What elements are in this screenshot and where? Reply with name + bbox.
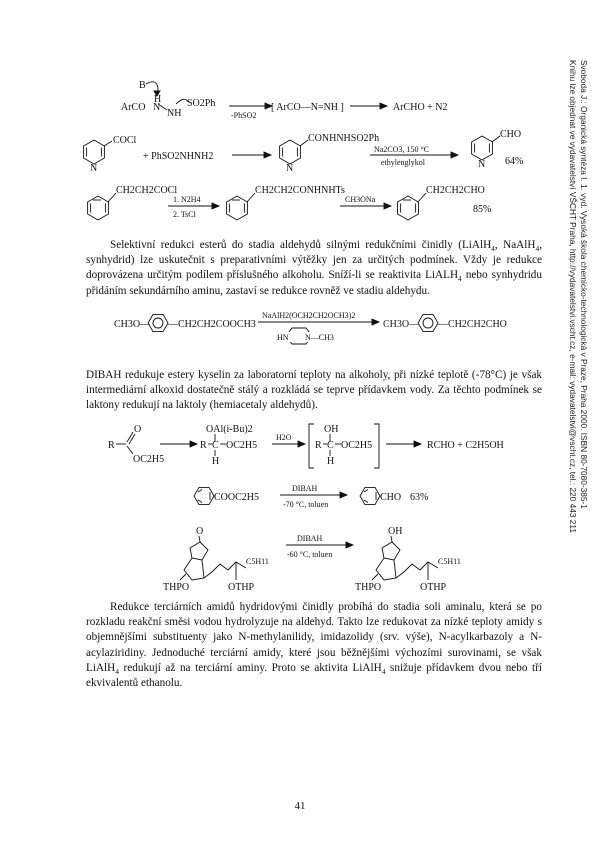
- water-label: H2O: [276, 433, 292, 442]
- text-run: , synhydrid) lze uskutečnit s preparativními výtěžky jen za určitých podmínek. Vždy je redukce doprovázena určitým podílem příslušného alkoholu. Sníží-li se reaktivita LiALH: [86, 239, 542, 282]
- ethoxy-label: OC2H5: [341, 440, 373, 451]
- scheme-hydrazide-reactions: [0, 60, 550, 225]
- bond: [108, 193, 116, 202]
- othp-label: OTHP: [228, 582, 255, 592]
- base-label: CH3ONa: [345, 195, 376, 204]
- reagent-label: + PhSO2NHNH2: [143, 151, 214, 162]
- sidebar-citation: [553, 60, 597, 660]
- methoxy-label: CH3O—: [114, 319, 151, 330]
- pentyl-label: C5H11: [438, 557, 461, 566]
- conditions-bottom: ethylenglykol: [381, 158, 425, 167]
- scheme7-lactone-reduction: [163, 526, 461, 592]
- ring-nitrogen: N: [286, 163, 294, 174]
- text-run: Selektivní redukci esterů do stadia aldehydů silnými redukčními činidly (LiAlH: [110, 239, 492, 251]
- step2-label: 2. TsCl: [173, 210, 196, 219]
- aldehyde-product: ArCHO + N2: [393, 102, 448, 113]
- bracket-left: [309, 424, 314, 468]
- r-group: R: [108, 440, 115, 451]
- subscript: 4: [115, 667, 119, 677]
- lactone-oxygen: O: [196, 526, 204, 537]
- ethoxy-label: OC2H5: [133, 454, 165, 465]
- diazene-intermediate: [ ArCO—N=NH ]: [271, 102, 344, 113]
- arrow-head: [340, 492, 347, 498]
- scheme5-mechanism: [108, 424, 504, 468]
- subscript: 4: [535, 244, 540, 254]
- arrow-head: [380, 103, 387, 109]
- benzene-ring: [360, 487, 380, 504]
- hydrazide-label: CONHNHSO2Ph: [308, 133, 380, 144]
- aldehyde-label: CHO: [380, 492, 402, 503]
- paragraph-amide-reduction: [86, 600, 542, 691]
- yield-label: 64%: [505, 156, 524, 167]
- bond: [418, 193, 426, 202]
- hydrogen-label: H: [212, 456, 220, 467]
- sidebar-order-line2: Knihu lze objednat ve vydavatelství VŠCHT Praha, http://vydavatelstvi.vscht.cz, e-mail: vydavatelstvi@vscht.cz, tel.: 220 443 211: [568, 60, 578, 533]
- scheme6-benzoate-reduction: [194, 484, 428, 509]
- arrow-head: [346, 542, 353, 548]
- carbon-label: C: [212, 440, 219, 451]
- tosylhydrazide-chain: CH2CH2CONHNHTs: [255, 185, 345, 196]
- aroyl-label: ArCO: [121, 102, 146, 113]
- text-run: Redukce terciárních amidů hydridovými činidly probíhá do stadia soli aminalu, která se po rozkladu reakční směsi vodou hydrolyzuje na aldehyd. Takto lze redukovat za nízké teploty amidy s objemnějšími substituenty jako N-methylanilidy, imidazolidy (srv. výše), N-acylkarbazoly a N-acylaziridiny. Jednoduché terciární amidy, které jsou běžnějšími výchozími surovinami, se však LiAlH: [86, 601, 542, 674]
- arrow-head: [190, 441, 197, 447]
- amine-nh: HN: [277, 333, 289, 342]
- methylpiperazine: [276, 328, 338, 344]
- pyridine-ring: [280, 140, 301, 164]
- page-number: 41: [294, 800, 306, 812]
- hydrogen-label: H: [327, 456, 335, 467]
- hydrogen-label: H: [154, 94, 162, 105]
- benzene-ring: [398, 196, 419, 220]
- reagent-label: NaAlH2(OCH2CH2OCH3)2: [262, 311, 356, 320]
- sulfonyl-label: SO2Ph: [187, 98, 216, 109]
- nh-label: NH: [167, 108, 182, 119]
- arrow-head: [384, 203, 391, 209]
- bond: [492, 136, 500, 142]
- acid-chloride-label: COCl: [113, 135, 137, 146]
- text-run: nebo synhydridu přidáním sekundárního aminu, zastaví se redukce rovněž ve stadiu aldehydu.: [86, 269, 542, 297]
- conditions-label: -60 °C, toluen: [287, 550, 333, 559]
- methoxy-label: CH3O—: [383, 319, 420, 330]
- arrow-head: [451, 152, 458, 158]
- ethoxy-label: OC2H5: [226, 440, 258, 451]
- text-run: redukují až na terciární aminy. Proto se aktivita LiAlH: [118, 661, 382, 674]
- text-run: snižuje přídavkem dvou nebo tří ekvivalentů ethanolu.: [86, 661, 542, 690]
- conditions-top: Na2CO3, 150 °C: [374, 145, 429, 154]
- arrow-head: [298, 441, 305, 447]
- scheme-dibah-reductions: [0, 422, 550, 592]
- r-group: R: [200, 440, 207, 451]
- reagent-label: DIBAH: [292, 484, 318, 493]
- arrow-head: [212, 203, 219, 209]
- bond: [247, 193, 255, 202]
- arrow-head: [372, 319, 379, 325]
- paragraph-ester-reduction: [86, 238, 542, 299]
- lactone-start: [163, 526, 269, 592]
- benzene-ring: [148, 314, 168, 331]
- ester-chain: —CH2CH2COOCH3: [168, 319, 256, 330]
- loss-label: -PhSO2: [231, 111, 257, 120]
- paragraph-dibah: DIBAH redukuje estery kyselin za laboratorní teploty na alkoholy, při nízké teplotě (-78°C) je však intermediární alkoxid dostatečně stálý a rozkládá se teprve přídavkem vody. Za těchto podmínek se laktony redukují na laktoly (hemiacetaly aldehydů).: [86, 369, 542, 412]
- ring-nitrogen: N: [478, 159, 486, 170]
- thpo-label: THPO: [355, 582, 382, 592]
- aluminate-label: OAl(i-Bu)2: [206, 424, 253, 435]
- bond: [300, 140, 308, 146]
- hydroxy-label: OH: [388, 526, 403, 537]
- benzene-ring: [227, 196, 248, 220]
- subscript: 4: [491, 244, 495, 254]
- text-run: , NaAlH: [494, 239, 536, 251]
- aldehyde-chain: CH2CH2CHO: [426, 185, 485, 196]
- reagent-label: DIBAH: [297, 534, 323, 543]
- bond: [104, 141, 112, 146]
- lactol-product: [355, 526, 461, 592]
- yield-label: 63%: [410, 492, 429, 503]
- conditions-label: -70 °C, toluen: [283, 500, 329, 509]
- acid-chloride-chain: CH2CH2COCl: [116, 185, 178, 196]
- othp-label: OTHP: [420, 582, 447, 592]
- benzene-ring: [88, 196, 109, 220]
- scheme4-synhydride-reduction: [0, 306, 550, 356]
- thpo-label: THPO: [163, 582, 190, 592]
- ester-label: COOC2H5: [214, 492, 260, 503]
- benzene-ring: [418, 314, 438, 331]
- scheme1-sulfonylhydrazide-decomposition: [121, 80, 448, 120]
- r-group: R: [315, 440, 322, 451]
- aldehyde-chain: —CH2CH2CHO: [438, 319, 507, 330]
- subscript: 4: [458, 274, 462, 284]
- products-label: RCHO + C2H5OH: [427, 440, 504, 451]
- base-label: B: [139, 80, 146, 91]
- nitrogen-label: N: [153, 102, 161, 113]
- carbonyl-oxygen: O: [134, 424, 142, 435]
- scheme2-nicotinoyl-reduction: [84, 129, 524, 174]
- sidebar-citation-line1: Svoboda J.: Organická syntéza I. 1. vyd. Vysoká škola chemicko-technologická v Praze, Praha 2000. ISBN 80-7080-385-1: [579, 60, 589, 509]
- arrow-head: [414, 441, 421, 447]
- benzene-ring: [194, 487, 214, 504]
- pentyl-label: C5H11: [246, 557, 269, 566]
- subscript: 4: [381, 667, 386, 677]
- step1-label: 1. N2H4: [173, 195, 201, 204]
- yield-label: 85%: [473, 204, 492, 215]
- bracket-right: [374, 424, 379, 468]
- hydroxy-label: OH: [324, 424, 339, 435]
- scheme3-phenylpropanoyl-reduction: [88, 185, 492, 220]
- carbon-label: C: [327, 440, 334, 451]
- arrow-head: [264, 152, 271, 158]
- aldehyde-label: CHO: [500, 129, 522, 140]
- amine-nmethyl: N—CH3: [305, 333, 334, 342]
- pyridine-ring: [84, 140, 105, 164]
- ring-nitrogen: N: [90, 163, 98, 174]
- pyridine-ring: [472, 136, 493, 160]
